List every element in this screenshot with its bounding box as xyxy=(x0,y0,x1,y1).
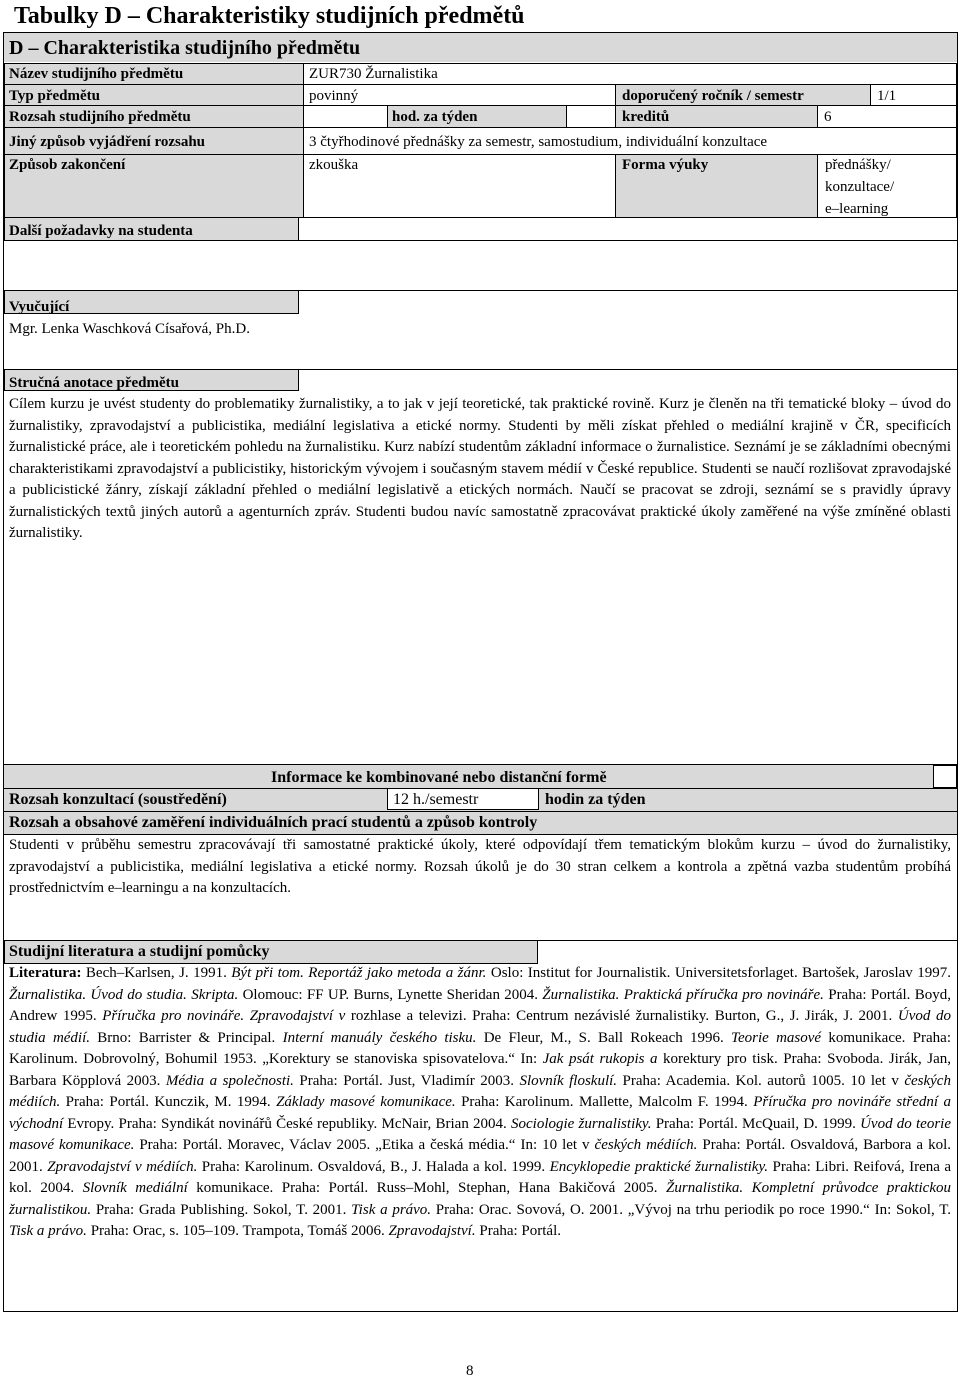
type-value: povinný xyxy=(309,88,359,104)
completion-value: zkouška xyxy=(309,157,359,173)
hours-label: hod. za týden xyxy=(392,109,478,125)
literature-segment: Evropy. Praha: Syndikát novinářů České republiky. McNair, Brian 2004. xyxy=(63,1115,512,1132)
literature-segment: Bech–Karlsen, J. 1991. xyxy=(81,965,232,981)
scope-label: Rozsah studijního předmětu xyxy=(9,109,191,125)
literature-segment: komunikace. Praha: Portál. Russ–Mohl, Stephan, Hana Bakičová 2005. xyxy=(187,1180,667,1196)
literature-title: Tisk a právo. xyxy=(351,1201,432,1218)
scope-value-cell xyxy=(303,105,388,128)
form-value-2: konzultace/ xyxy=(825,179,895,195)
literature-segment: Praha: Grada Publishing. Sokol, T. 2001. xyxy=(91,1201,352,1218)
consult-label: Rozsah konzultací (soustředění) xyxy=(9,791,227,808)
annotation-text: Cílem kurzu je uvést studenty do problematiky žurnalistiky, a to jak v její teoretické, tak praktické rovině. Kurz je členěn na tři tematické bloky – úvod do žurnalistiky, zpravodajství a publicistika, mediální legislativa a etické normy. Studenti by měli získat přehled o mediální krajině v ČR, specificích žurnalistické práce, ale i teoretickém pohledu na žurnalistiku. Kurz nabízí studentům základní informace o žurnalistice. Seznámí je se základními obecnými charakteristikami zpravodajství a publicistiky, historickým vývojem i současným stavem médií v České republice. Studenti se naučí rozlišovat zpravodajské a publicistické žánry, získají základní přehled o mediální legislativě a etických normách. Naučí se pracovat se zdroji, seznámí se s pravidly úpravy žurnalistických textů jiných autorů a agenturních zpráv. Studenti budou navíc samostatně zpracovávat praktické úkoly zaměřené na výše zmíněné oblasti žurnalistiky. xyxy=(9,396,951,541)
combined-corner-cell xyxy=(933,765,957,788)
literature-title: Sociologie žurnalistiky. xyxy=(511,1115,652,1132)
annotation-label: Stručná anotace předmětu xyxy=(9,375,179,391)
individual-label: Rozsah a obsahové zaměření individuálních prací studentů a způsob kontroly xyxy=(9,814,538,831)
literature-lead: Literatura: xyxy=(9,965,82,981)
literature-title: Média a společnosti. xyxy=(165,1072,294,1089)
completion-label: Způsob zakončení xyxy=(9,157,126,173)
literature-segment: Praha: Orac. Sovová, O. 2001. „Vývoj na trhu periodik po roce 1990.“ In: Sokol, T. xyxy=(431,1201,951,1218)
literature-title: Zpravodajství. xyxy=(388,1223,476,1239)
form-label: Forma výuky xyxy=(622,157,709,173)
literature-title: Zpravodajství v médiích. xyxy=(47,1158,198,1175)
requirements-label: Další požadavky na studenta xyxy=(9,223,193,239)
name-label: Název studijního předmětu xyxy=(9,66,184,82)
literature-segment: Praha: Portál. xyxy=(475,1223,562,1239)
literature-segment: De Fleur, M., S. Ball Rokeach 1996. xyxy=(476,1029,732,1046)
literature-segment: Brno: Barrister & Principal. xyxy=(90,1029,283,1046)
literature-title: českých médiích. xyxy=(594,1137,698,1153)
consult-unit: hodin za týden xyxy=(545,791,646,808)
literature-segment: Praha: Portál. Osvaldová, Barbora a kol. 2001. xyxy=(9,1137,951,1175)
literature-segment: Praha: Karolinum. Osvaldová, B., J. Halada a kol. 1999. xyxy=(197,1158,550,1175)
literature-title: Úvod do studia médií. xyxy=(9,1008,951,1046)
literature-title: Encyklopedie praktické žurnalistiky. xyxy=(549,1158,769,1175)
type-label: Typ předmětu xyxy=(9,88,100,104)
literature-segment: komunikace. Praha: Karolinum. Dobrovolný, Bohumil 1953. „Korektury se stanoviska spisovatelova.“ In: xyxy=(9,1029,951,1067)
year-value: 1/1 xyxy=(877,88,897,104)
page-title: Tabulky D – Charakteristiky studijních předmětů xyxy=(14,3,525,29)
literature-title: Interní manuály českého tisku. xyxy=(282,1029,477,1046)
literature-title: Příručka pro novináře. Zpravodajství v xyxy=(102,1008,346,1024)
other-scope-label: Jiný způsob vyjádření rozsahu xyxy=(9,134,206,150)
literature-title: Žurnalistika. Úvod do studia. Skripta. xyxy=(9,986,239,1003)
year-label: doporučený ročník / semestr xyxy=(622,88,804,104)
literature-title: Základy masové komunikace. xyxy=(276,1094,456,1110)
literature-segment: rozhlase a televizi. Praha: Centrum nezávislé žurnalistiky. Burton, G., J. Jirák, J. 2001. xyxy=(345,1008,898,1024)
teachers-label: Vyučující xyxy=(9,299,70,315)
literature-title: Být při tom. Reportáž jako metoda a žánr. xyxy=(231,965,487,981)
teachers-value: Mgr. Lenka Waschková Císařová, Ph.D. xyxy=(9,321,250,337)
literature-segment: Olomouc: FF UP. Burns, Lynette Sheridan 2004. xyxy=(238,986,543,1003)
literature-title: Příručka pro novináře střední a východní xyxy=(9,1094,951,1132)
literature-title: Tisk a právo. xyxy=(9,1223,87,1239)
section-title: D – Charakteristika studijního předmětu xyxy=(9,37,361,59)
form-value-1: přednášky/ xyxy=(825,157,891,173)
literature-segment: Praha: Portál. Boyd, Andrew 1995. xyxy=(9,986,951,1024)
credits-label: kreditů xyxy=(622,109,670,125)
individual-text: Studenti v průběhu semestru zpracovávají tři samostatné praktické úkoly, které odpovídají třem tematickým blokům kurzu – úvod do žurnalistiky, zpravodajství a publicistika, mediální legislativa a etické normy. Rozsah úkolů je do 30 stran celkem a kontrola a zpětná vazba studentům probíhá prostřednictvím e–learningu a na konzultacích. xyxy=(9,837,951,896)
credits-value: 6 xyxy=(824,109,832,125)
hours-value-cell xyxy=(566,105,616,128)
literature-segment: Praha: Academia. Kol. autorů 1005. 10 let v xyxy=(617,1072,905,1089)
literature-title: českých médiích. xyxy=(9,1072,951,1110)
literature-title: Žurnalistika. Kompletní průvodce praktickou žurnalistikou. xyxy=(9,1180,951,1218)
literature-segment: Praha: Karolinum. Mallette, Malcolm F. 1994. xyxy=(455,1094,754,1110)
name-value: ZUR730 Žurnalistika xyxy=(309,66,438,82)
literature-segment: Oslo: Institut for Journalistik. Universitetsforlaget. Bartošek, Jaroslav 1997. xyxy=(486,965,951,981)
literature-segment: Praha: Portál. McQuail, D. 1999. xyxy=(651,1115,861,1132)
literature-segment: Praha: Portál. Just, Vladimír 2003. xyxy=(293,1072,520,1089)
combined-title: Informace ke kombinované nebo distanční formě xyxy=(271,769,607,786)
literature-segment: Praha: Libri. Reifová, Irena a kol. 2004. xyxy=(9,1158,952,1196)
credits-value-cell xyxy=(817,105,957,128)
literature-segment: Praha: Portál. Moravec, Václav 2005. „Etika a česká média.“ In: 10 let v xyxy=(134,1137,595,1153)
consult-value: 12 h./semestr xyxy=(393,791,479,808)
page-number: 8 xyxy=(466,1363,474,1379)
divider-line xyxy=(4,240,957,241)
literature-title: Slovník floskulí. xyxy=(519,1072,618,1089)
literature-title: Jak psát rukopis a xyxy=(542,1051,658,1067)
form-value-3: e–learning xyxy=(825,201,889,217)
literature-title: Úvod do teorie masové komunikace. xyxy=(9,1115,952,1153)
literature-title: Teorie masové xyxy=(731,1029,822,1046)
literature-text xyxy=(9,963,951,1243)
literature-segment: Praha: Portál. Kunczik, M. 1994. xyxy=(60,1094,277,1110)
literature-label: Studijní literatura a studijní pomůcky xyxy=(9,943,270,960)
other-scope-value: 3 čtyřhodinové přednášky za semestr, samostudium, individuální konzultace xyxy=(309,134,768,150)
literature-segment: Praha: Orac, s. 105–109. Trampota, Tomáš 2006. xyxy=(86,1223,389,1239)
literature-title: Žurnalistika. Praktická příručka pro novináře. xyxy=(542,986,824,1003)
literature-segment: korektury pro tisk. Praha: Svoboda. Jirák, Jan, Barbara Köpplová 2003. xyxy=(9,1051,951,1089)
literature-title: Slovník mediální xyxy=(82,1180,188,1196)
